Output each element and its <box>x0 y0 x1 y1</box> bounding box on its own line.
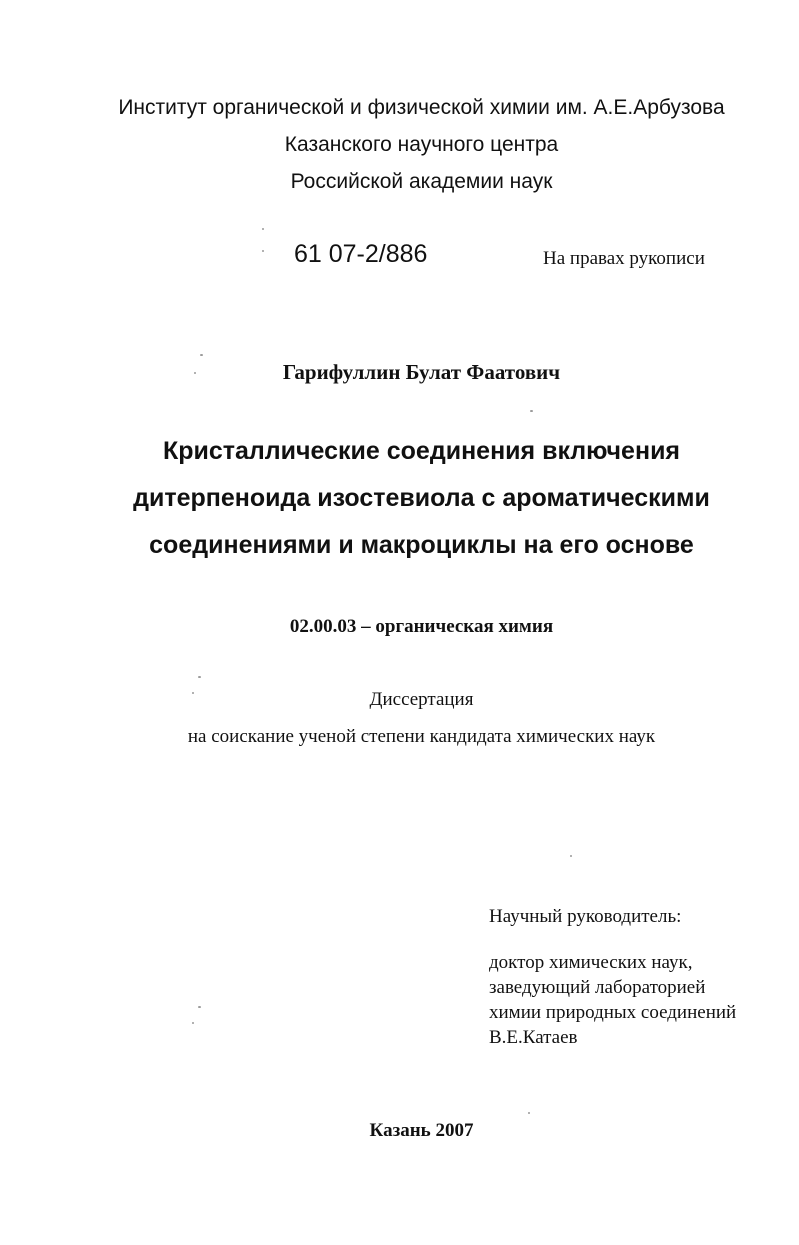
scan-speck <box>194 372 196 374</box>
supervisor-lab: химии природных соединений <box>489 1002 737 1023</box>
city-year: Казань 2007 <box>369 1120 474 1141</box>
specialty-code: 02.00.03 – органическая химия <box>289 616 554 637</box>
dissertation-label: Диссертация <box>369 689 474 710</box>
dissertation-degree: на соискание ученой степени кандидата химических наук <box>187 726 656 747</box>
thesis-title-line-3: соединениями и макроциклы на его основе <box>149 531 694 559</box>
scan-speck <box>192 692 194 694</box>
scan-speck <box>530 410 533 412</box>
scan-speck <box>262 228 264 230</box>
thesis-title-line-1: Кристаллические соединения включения <box>162 437 681 465</box>
institution-line-1: Институт органической и физической химии им. А.Е.Арбузова <box>118 96 725 119</box>
scan-speck <box>198 676 201 678</box>
scan-speck <box>528 1112 530 1114</box>
supervisor-name: В.Е.Катаев <box>489 1027 578 1048</box>
supervisor-heading: Научный руководитель: <box>489 906 682 927</box>
catalog-number: 61 07-2/886 <box>294 240 428 268</box>
scan-speck <box>198 1006 201 1008</box>
institution-line-2: Казанского научного центра <box>284 133 559 156</box>
supervisor-position: заведующий лабораторией <box>489 977 706 998</box>
institution-line-3: Российской академии наук <box>290 170 553 193</box>
scan-speck <box>570 855 572 857</box>
author-name: Гарифуллин Булат Фаатович <box>282 360 561 384</box>
scan-speck <box>262 250 264 252</box>
thesis-title-line-2: дитерпеноида изостевиола с ароматическими <box>133 484 710 512</box>
scan-speck <box>192 1022 194 1024</box>
scan-speck <box>200 354 203 356</box>
rights-note: На правах рукописи <box>543 248 705 269</box>
supervisor-degree: доктор химических наук, <box>489 952 693 973</box>
